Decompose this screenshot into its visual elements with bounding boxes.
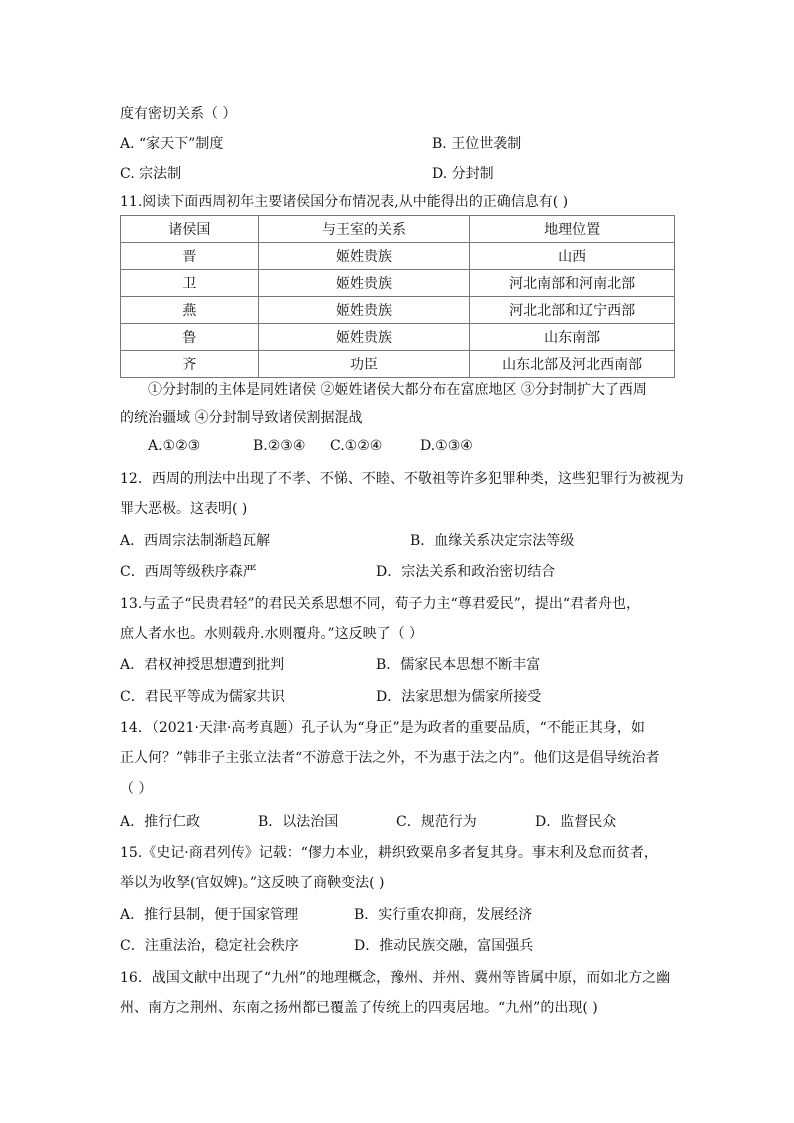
q11-option-c: C.①②④ <box>330 438 383 454</box>
table-cell: 姬姓贵族 <box>258 324 470 351</box>
q10-option-b: B. 王位世袭制 <box>432 136 522 152</box>
q15-option-d: D．推动民族交融，富国强兵 <box>354 938 534 954</box>
table-header: 诸侯国 <box>121 216 259 243</box>
q11-stem: 11.阅读下面西周初年主要诸侯国分布情况表,从中能得出的正确信息有( ) <box>120 194 569 210</box>
q11-option-a: A.①②③ <box>148 438 201 454</box>
q13-option-b: B．儒家民本思想不断丰富 <box>376 657 541 673</box>
q14-stem-line1: 14．（2021·天津·高考真题）孔子认为“身正”是为政者的重要品质，“不能正其身，如 <box>120 720 645 736</box>
q15-option-c: C．注重法治，稳定社会秩序 <box>120 938 299 954</box>
table-header: 与王室的关系 <box>258 216 470 243</box>
q13-option-a: A．君权神授思想遭到批判 <box>120 657 285 673</box>
q12-option-a: A．西周宗法制渐趋瓦解 <box>120 533 271 549</box>
table-cell: 河北北部和辽宁西部 <box>470 297 675 324</box>
q10-stem-tail: 度有密切关系（ ） <box>120 106 237 122</box>
q12-stem-line2: 罪大恶极。这表明( ) <box>120 501 248 517</box>
table-cell: 河北南部和河南北部 <box>470 270 675 297</box>
q12-stem-line1: 12．西周的刑法中出现了不孝、不悌、不睦、不敬祖等许多犯罪种类，这些犯罪行为被视为 <box>120 471 684 487</box>
q14-option-b: B．以法治国 <box>258 814 339 830</box>
table-cell: 鲁 <box>121 324 259 351</box>
q12-option-c: C．西周等级秩序森严 <box>120 564 257 580</box>
q14-option-a: A．推行仁政 <box>120 814 201 830</box>
table-cell: 山东北部及河北西南部 <box>470 351 675 378</box>
q15-stem-line1: 15.《史记·商君列传》记载：“僇力本业，耕织致粟帛多者复其身。事末利及怠而贫者， <box>120 845 658 861</box>
q11-option-b: B.②③④ <box>253 438 306 454</box>
q12-option-d: D．宗法关系和政治密切结合 <box>376 564 556 580</box>
q15-stem-line2: 举以为收孥(官奴婢)。”这反映了商鞅变法( ) <box>120 875 385 891</box>
q11-statements-line1: ①分封制的主体是同姓诸侯 ②姬姓诸侯大都分布在富庶地区 ③分封制扩大了西周 <box>148 382 647 398</box>
table-cell: 姬姓贵族 <box>258 270 470 297</box>
table-header: 地理位置 <box>470 216 675 243</box>
q14-option-c: C．规范行为 <box>396 814 477 830</box>
fief-states-table <box>120 215 675 378</box>
q14-stem-line3: （ ） <box>120 781 153 797</box>
q11-option-d: D.①③④ <box>420 438 473 454</box>
q15-option-a: A．推行县制，便于国家管理 <box>120 907 299 923</box>
q16-stem-line2: 州、南方之荆州、东南之扬州都已覆盖了传统上的四夷居地。“九州”的出现( ) <box>120 1000 598 1016</box>
table-row <box>121 243 675 270</box>
table-cell: 山东南部 <box>470 324 675 351</box>
table-cell: 姬姓贵族 <box>258 243 470 270</box>
q16-stem-line1: 16．战国文献中出现了“九州”的地理概念，豫州、并州、冀州等皆属中原，而如北方之幽 <box>120 970 671 986</box>
table-row <box>121 351 675 378</box>
table-cell: 功臣 <box>258 351 470 378</box>
table-cell: 晋 <box>121 243 259 270</box>
q14-option-d: D．监督民众 <box>535 814 617 830</box>
q14-stem-line2: 正人何？”韩非子主张立法者“不游意于法之外，不为惠于法之内”。他们这是倡导统治者 <box>120 750 660 766</box>
q13-stem-line2: 庶人者水也。水则载舟.水则覆舟。”这反映了（ ） <box>120 626 424 642</box>
table-cell: 燕 <box>121 297 259 324</box>
table-row <box>121 270 675 297</box>
table-header-row <box>121 216 675 243</box>
q10-option-a: A. “家天下”制度 <box>120 136 224 152</box>
table-row <box>121 297 675 324</box>
q13-option-d: D．法家思想为儒家所接受 <box>376 689 542 705</box>
q11-statements-line2: 的统治疆域 ④分封制导致诸侯割据混战 <box>120 410 363 426</box>
q10-option-d: D. 分封制 <box>432 166 494 182</box>
q10-option-c: C. 宗法制 <box>120 166 182 182</box>
q13-option-c: C．君民平等成为儒家共识 <box>120 689 285 705</box>
q15-option-b: B．实行重农抑商，发展经济 <box>354 907 533 923</box>
q13-stem-line1: 13.与孟子“民贵君轻”的君民关系思想不同，荀子力主“尊君爱民”，提出“君者舟也， <box>120 596 641 612</box>
q12-option-b: B．血缘关系决定宗法等级 <box>410 533 575 549</box>
table-cell: 山西 <box>470 243 675 270</box>
table-cell: 齐 <box>121 351 259 378</box>
table-row <box>121 324 675 351</box>
table-cell: 姬姓贵族 <box>258 297 470 324</box>
table-cell: 卫 <box>121 270 259 297</box>
